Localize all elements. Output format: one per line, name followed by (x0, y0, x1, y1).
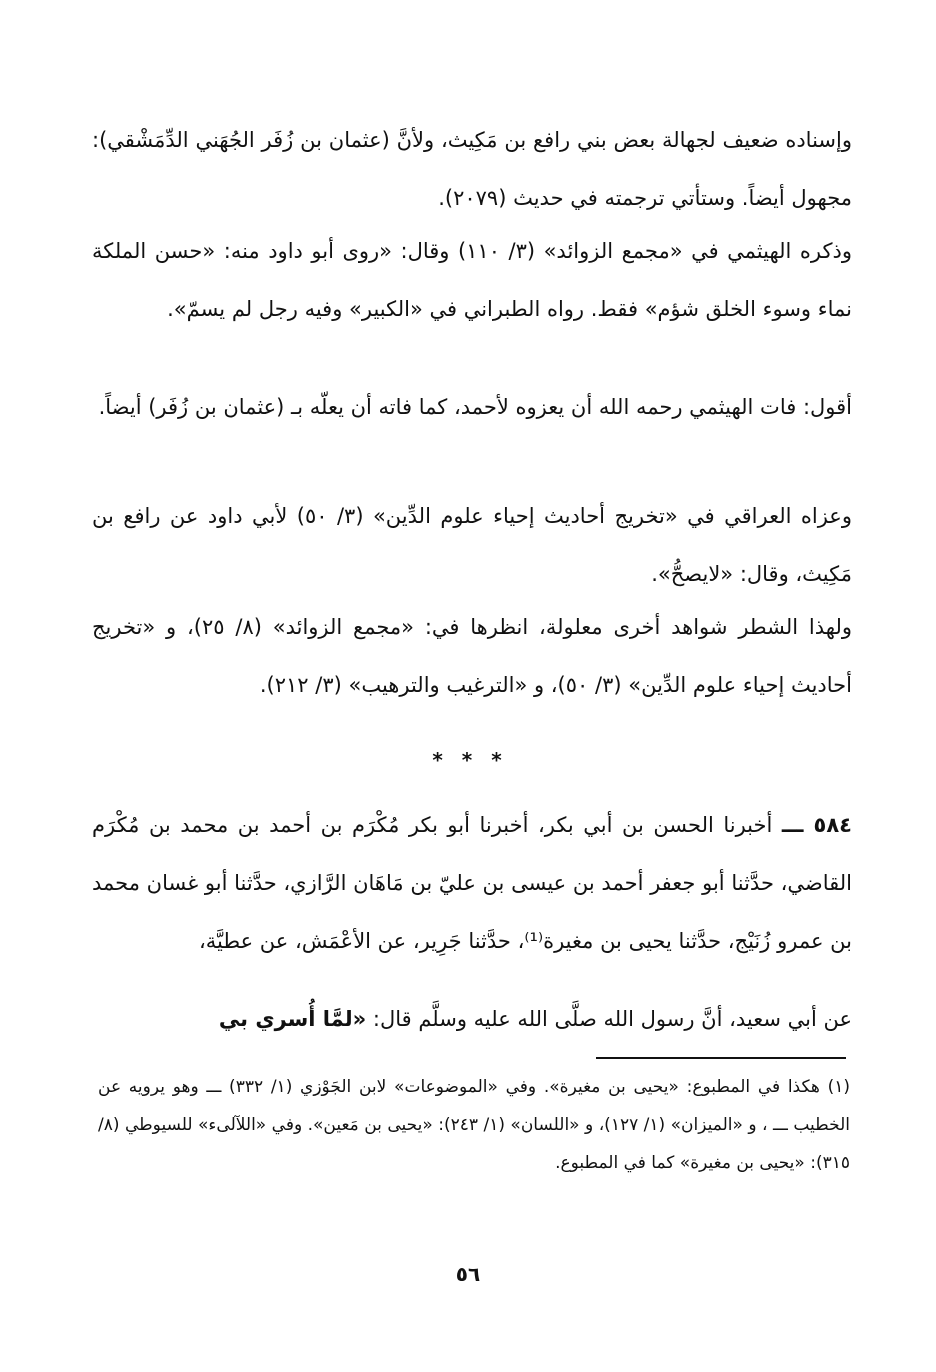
hadith-matn-quote: «لمَّا أُسري بي (218, 1007, 367, 1031)
hadith-isnad: أخبرنا الحسن بن أبي بكر، أخبرنا أبو بكر مُكْرَم بن أحمد بن محمد بن مُكْرَم القاضي، حدَّثنا أبو جعفر أحمد بن عيسى بن عليّ بن مَاهَان الرَّازي، حدَّثنا أبو غسان محمد بن عمرو زُنَيْج، حدَّثنا يحيى بن مغيرة⁽¹⁾، حدَّثنا جَرِير، عن الأعْمَش، عن عطيَّة، (92, 813, 852, 953)
footnote-rule (596, 1057, 846, 1059)
section-separator: * * * (432, 748, 508, 772)
page-number: ٥٦ (455, 1262, 481, 1286)
hadith-matn-intro: عن أبي سعيد، أنَّ رسول الله صلَّى الله عليه وسلَّم قال: (372, 1007, 852, 1031)
paragraph-author-comment: أقول: فات الهيثمي رحمه الله أن يعزوه لأحمد، كما فاته أن يعلّه بـ (عثمان بن زُفَر) أيضاً. (98, 395, 852, 419)
paragraph-isnad-weakness: وإسناده ضعيف لجهالة بعض بني رافع بن مَكِيث، ولأنَّ (عثمان بن زُفَر الجُهَني الدِّمَشْقي): مجهول أيضاً. وستأتي ترجمته في حديث (٢٠٧٩). (92, 128, 852, 210)
paragraph-iraqi-attribution: وعزاه العراقي في «تخريج أحاديث إحياء علوم الدِّين» (٣/ ٥٠) لأبي داود عن رافع بن مَكِيث، وقال: «لايصحُّ». (92, 504, 852, 586)
paragraph-haythami-mention: وذكره الهيثمي في «مجمع الزوائد» (٣/ ١١٠) وقال: «روى أبو داود منه: «حسن الملكة نماء وسوء الخلق شؤم» فقط. رواه الطبراني في «الكبير» وفيه رجل لم يسمّ». (92, 239, 852, 321)
hadith-number: ٥٨٤ ـــ (781, 813, 852, 837)
paragraph-supporting-reports: ولهذا الشطر شواهد أخرى معلولة، انظرها في: «مجمع الزوائد» (٨/ ٢٥)، و «تخريج أحاديث إحياء علوم الدِّين» (٣/ ٥٠)، و «الترغيب والترهيب» (٣/ ٢١٢). (92, 615, 852, 697)
footnote-1: (١) هكذا في المطبوع: «يحيى بن مغيرة». وفي «الموضوعات» لابن الجَوْزي (١/ ٣٣٢) ـــ وهو يرويه عن الخطيب ـــ ، و «الميزان» (١/ ١٢٧)، و «اللسان» (١/ ٢٤٣): «يحيى بن مَعين». وفي «اللآلىء» للسيوطي (٨/ ٣١٥): «يحيى بن مغيرة» كما في المطبوع. (98, 1077, 850, 1173)
hadith-matn (92, 990, 852, 1048)
hadith-block (92, 796, 852, 970)
